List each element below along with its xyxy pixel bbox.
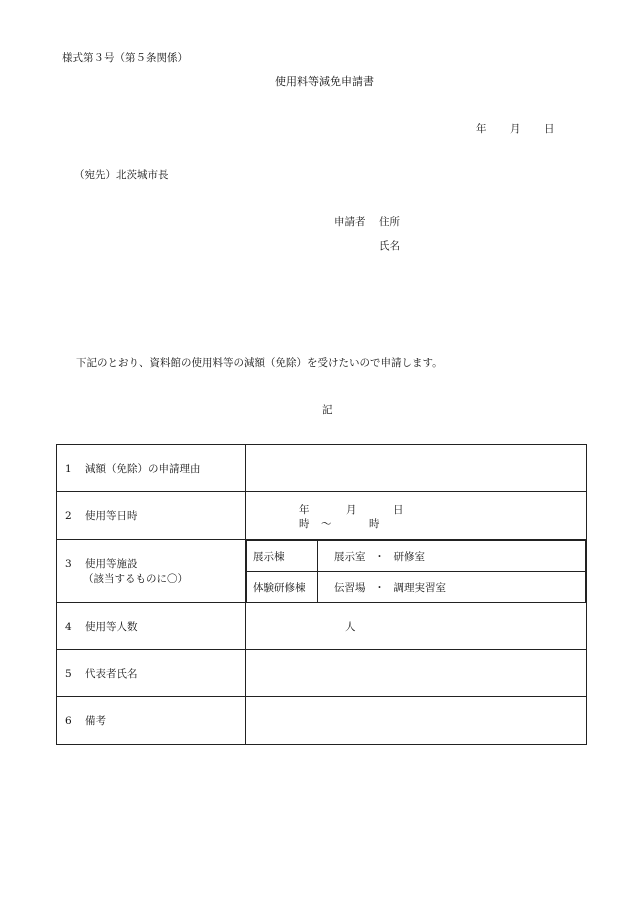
table-row-headcount (57, 603, 587, 650)
table-row-reason (57, 445, 587, 492)
datetime-day: 日 (393, 503, 404, 516)
row-number: 5 (65, 667, 72, 680)
row-number: 3 (65, 558, 72, 570)
datetime-value-field[interactable] (246, 492, 587, 540)
representative-label-cell (57, 650, 246, 697)
datetime-hour-to: 時 (369, 517, 380, 530)
ki-heading: 記 (322, 404, 333, 416)
reason-label: 減額（免除）の申請理由 (85, 462, 201, 475)
remarks-label-cell (57, 697, 246, 745)
facility-options-cell (246, 540, 587, 603)
room-option-exhibition[interactable]: 展示室 (334, 550, 366, 563)
table-row-remarks (57, 697, 587, 745)
form-title: 使用料等減免申請書 (275, 75, 374, 88)
remarks-label: 備考 (85, 715, 106, 727)
row-number: 4 (65, 620, 72, 633)
table-row-representative (57, 650, 587, 697)
representative-value-field[interactable] (246, 650, 587, 697)
facility-label: 使用等施設 (85, 558, 138, 570)
building-experience: 体験研修棟 (247, 572, 318, 602)
exhibition-rooms (318, 541, 586, 572)
row-number: 1 (65, 462, 72, 475)
reason-value-field[interactable] (246, 445, 587, 492)
applicant-label: 申請者 (334, 216, 366, 228)
date-year-label: 年 (476, 123, 487, 135)
facility-option-row (247, 541, 586, 572)
table-row-facility (57, 540, 587, 603)
representative-label: 代表者氏名 (85, 667, 138, 680)
applicant-name-label: 氏名 (379, 240, 400, 252)
headcount-label: 使用等人数 (85, 620, 138, 633)
room-option-cooking[interactable]: 調理実習室 (393, 581, 446, 594)
remarks-value-field[interactable] (246, 697, 587, 745)
room-option-training[interactable]: 研修室 (393, 550, 425, 563)
reason-label-cell (57, 445, 246, 492)
date-day-label: 日 (544, 123, 555, 135)
separator-dot: ・ (374, 550, 385, 563)
datetime-label-cell (57, 492, 246, 540)
headcount-value-field[interactable] (246, 603, 587, 650)
body-text: 下記のとおり、資料館の使用料等の減額（免除）を受けたいので申請します。 (76, 357, 443, 369)
form-number: 様式第３号（第５条関係） (62, 52, 188, 64)
separator-dot: ・ (374, 581, 385, 594)
room-option-denshujo[interactable]: 伝習場 (334, 581, 366, 594)
datetime-month: 月 (346, 503, 357, 516)
datetime-tilde: ～ (321, 517, 332, 530)
table-row-datetime (57, 492, 587, 540)
row-number: 6 (65, 715, 72, 727)
application-table (56, 444, 587, 745)
facility-label-cell (57, 540, 246, 603)
headcount-unit: 人 (345, 620, 356, 633)
facility-options-table (246, 540, 586, 602)
experience-rooms (318, 572, 586, 602)
facility-sublabel: （該当するものに〇） (83, 573, 188, 585)
addressee: （宛先）北茨城市長 (74, 169, 169, 181)
datetime-hour-from: 時 (299, 517, 310, 530)
row-number: 2 (65, 510, 72, 522)
date-month-label: 月 (510, 123, 521, 135)
facility-option-row (247, 572, 586, 602)
datetime-year: 年 (299, 503, 310, 516)
datetime-label: 使用等日時 (85, 510, 138, 522)
applicant-address-label: 住所 (379, 216, 400, 228)
headcount-label-cell (57, 603, 246, 650)
building-exhibition: 展示棟 (247, 541, 318, 572)
